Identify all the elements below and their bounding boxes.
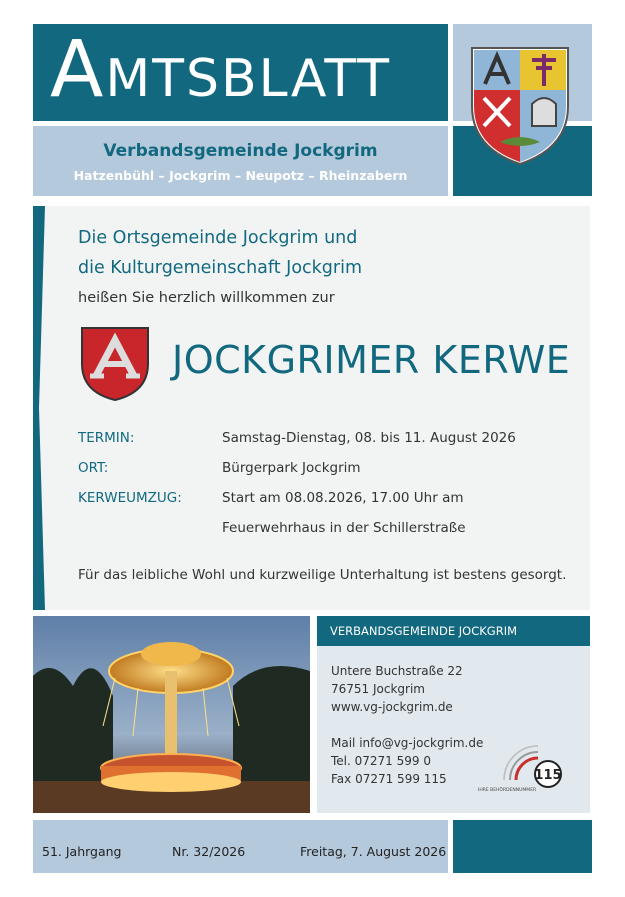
contact-heading: VERBANDSGEMEINDE JOCKGRIM (330, 624, 518, 638)
subtitle-banner (33, 126, 448, 196)
detail-label-ort: ORT: (78, 460, 109, 476)
carousel-photo (33, 616, 310, 813)
jockgrim-crest-icon (80, 326, 150, 402)
subtitle: Verbandsgemeinde Jockgrim (103, 141, 378, 161)
page-title: AMTSBLATT (50, 25, 391, 115)
detail-value-termin: Samstag-Dienstag, 08. bis 11. August 2026 (222, 430, 516, 446)
detail-label-umzug: KERWEUMZUG: (78, 490, 182, 506)
intro-line-3: heißen Sie herzlich willkommen zur (78, 290, 335, 306)
detail-label-termin: TERMIN: (78, 430, 135, 446)
svg-text:IHRE BEHÖRDENNUMMER: IHRE BEHÖRDENNUMMER (478, 788, 537, 793)
contact-tel: Tel. 07271 599 0 (331, 754, 431, 768)
behoerdennummer-115-logo (476, 742, 568, 794)
svg-text:115: 115 (534, 768, 562, 783)
detail-value-umzug: Start am 08.08.2026, 17.00 Uhr am (222, 490, 464, 506)
footer-jahrgang: 51. Jahrgang (42, 844, 122, 859)
accent-bar (33, 206, 45, 610)
footer-accent (453, 820, 592, 873)
intro-line-2: die Kulturgemeinschaft Jockgrim (78, 258, 363, 278)
places-line: Hatzenbühl – Jockgrim – Neupotz – Rheinzabern (73, 168, 408, 183)
detail-value-umzug-2: Feuerwehrhaus in der Schillerstraße (222, 520, 466, 536)
contact-fax: Fax 07271 599 115 (331, 772, 447, 786)
detail-value-ort: Bürgerpark Jockgrim (222, 460, 361, 476)
contact-city: 76751 Jockgrim (331, 682, 425, 696)
contact-mail-link[interactable]: Mail info@vg-jockgrim.de (331, 736, 484, 750)
event-title: JOCKGRIMER KERWE (172, 338, 571, 382)
closing-text: Für das leibliche Wohl und kurzweilige Unterhaltung ist bestens gesorgt. (78, 567, 567, 583)
footer-date: Freitag, 7. August 2026 (300, 844, 447, 859)
contact-street: Untere Buchstraße 22 (331, 664, 463, 678)
coat-of-arms-icon (470, 46, 570, 166)
footer-issue-number: Nr. 32/2026 (172, 844, 246, 859)
contact-website-link[interactable]: www.vg-jockgrim.de (331, 700, 453, 714)
intro-line-1: Die Ortsgemeinde Jockgrim und (78, 228, 358, 248)
